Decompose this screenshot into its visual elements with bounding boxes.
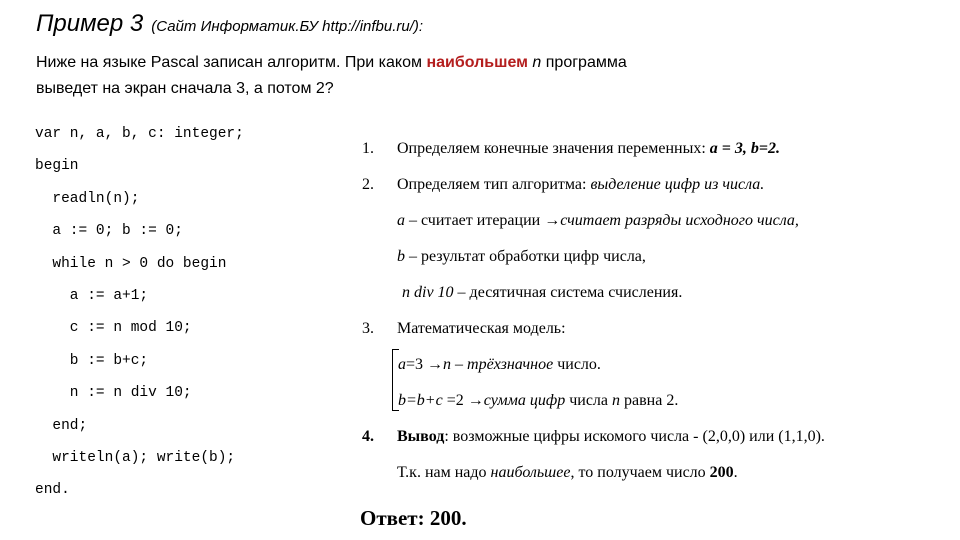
code-line: a := a+1; bbox=[35, 287, 149, 304]
question-part4: выведет на экран сначала 3, а потом 2? bbox=[36, 80, 334, 97]
result-number: 200 bbox=[709, 464, 734, 481]
pascal-code bbox=[35, 124, 244, 513]
step-number: 4. bbox=[362, 428, 374, 445]
system-bracket bbox=[392, 349, 399, 411]
title-main: Пример 3 bbox=[36, 10, 144, 37]
code-line: b := b+c; bbox=[35, 352, 149, 369]
step-text: Математическая модель: bbox=[397, 320, 566, 337]
code-line: var n, a, b, c: integer; bbox=[35, 126, 244, 142]
step-text: Определяем конечные значения переменных: bbox=[397, 140, 710, 157]
step-2-b bbox=[397, 248, 646, 266]
equation-b: b=b+c bbox=[398, 392, 443, 409]
step-text: равна 2. bbox=[620, 392, 679, 409]
step-text: Определяем тип алгоритма: bbox=[397, 176, 591, 193]
code-line: begin bbox=[35, 158, 79, 175]
question-text bbox=[36, 50, 936, 102]
arrow-icon: → bbox=[544, 212, 561, 229]
code-line: while n > 0 do begin bbox=[35, 255, 227, 272]
title-source: (Сайт Информатик.БУ http://infbu.ru/): bbox=[151, 18, 424, 35]
code-line: c := n mod 10; bbox=[35, 320, 192, 337]
step-text: : возможные цифры искомого числа - (2,0,0) или (1,1,0). bbox=[444, 428, 825, 445]
code-line: writeln(a); write(b); bbox=[35, 449, 236, 466]
step-text: , то получаем число bbox=[570, 464, 710, 481]
step-text: число. bbox=[553, 356, 601, 373]
step-number: 3. bbox=[362, 320, 374, 337]
conclusion-label: Вывод bbox=[397, 428, 445, 445]
step-text: числа bbox=[565, 392, 613, 409]
step-text: – результат обработки цифр числа, bbox=[405, 248, 646, 265]
final-values: a = 3, b=2. bbox=[709, 140, 781, 157]
question-part3: программа bbox=[541, 54, 627, 71]
var-a: a bbox=[398, 356, 406, 373]
answer: Ответ: 200. bbox=[360, 506, 467, 530]
question-var-n: n bbox=[527, 54, 542, 71]
var-n-div: n div 10 bbox=[402, 284, 454, 301]
step-number: 2. bbox=[362, 176, 374, 193]
code-line: end. bbox=[35, 482, 70, 499]
step-text: – десятичная система счисления. bbox=[453, 284, 683, 301]
question-part1: Ниже на языке Pascal записан алгоритм. При каком bbox=[36, 54, 427, 71]
var-a: а bbox=[397, 212, 405, 229]
equation: =2 → bbox=[442, 392, 484, 409]
var-n: n bbox=[612, 392, 621, 409]
algorithm-type: выделение цифр из числа. bbox=[590, 176, 765, 193]
code-line: n := n div 10; bbox=[35, 385, 192, 402]
step-text: Т.к. нам надо bbox=[397, 464, 491, 481]
equation: =3 → bbox=[406, 356, 444, 373]
step-2-c bbox=[402, 284, 682, 302]
question-highlight: наибольшем bbox=[426, 54, 528, 71]
step-text: – считает итерации bbox=[405, 212, 545, 229]
dash: – bbox=[451, 356, 468, 373]
digit-sum: сумма цифр bbox=[483, 392, 566, 409]
step-number: 1. bbox=[362, 140, 374, 157]
var-n: n bbox=[443, 356, 452, 373]
slide-title bbox=[36, 10, 423, 38]
step-text: . bbox=[733, 464, 738, 481]
code-line: end; bbox=[35, 417, 88, 434]
var-b: b bbox=[397, 248, 405, 265]
step-italic: считает разряды исходного числа, bbox=[560, 212, 799, 229]
largest: наибольшее bbox=[490, 464, 571, 481]
step-2-a bbox=[397, 212, 799, 230]
model-line-1 bbox=[398, 356, 601, 374]
three-digit: трёхзначное bbox=[467, 356, 554, 373]
code-line: readln(n); bbox=[35, 190, 140, 207]
step-4-b bbox=[397, 464, 738, 482]
code-line: a := 0; b := 0; bbox=[35, 223, 183, 240]
model-line-2 bbox=[398, 392, 678, 410]
